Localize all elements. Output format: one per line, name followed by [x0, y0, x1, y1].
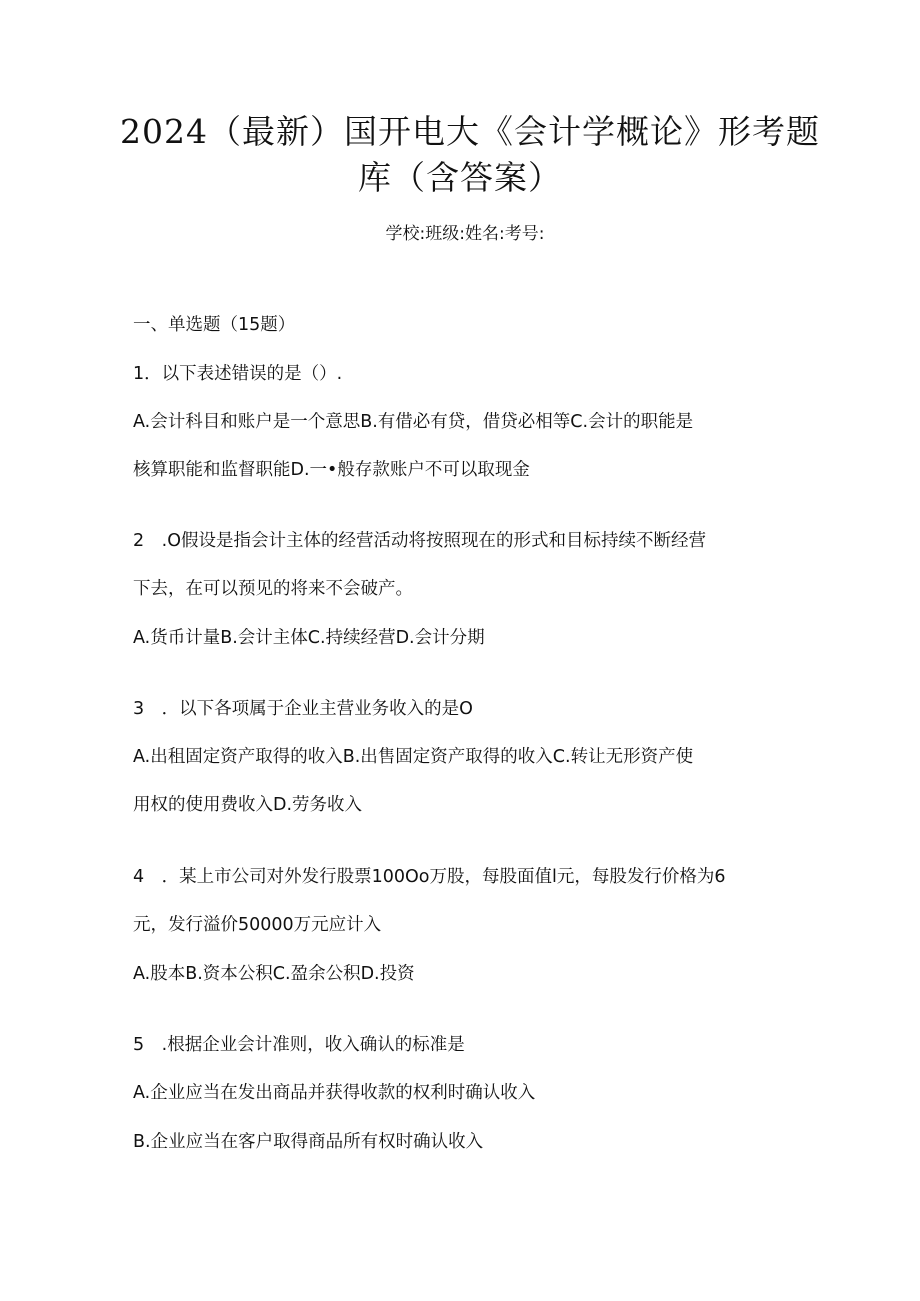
document-title-line-2: 库（含答案） [358, 158, 562, 197]
section-heading: 一、单选题（15题） [133, 315, 296, 335]
document-title-line-1: 2024（最新）国开电大《会计学概论》形考题 [120, 112, 820, 151]
question-5-option-a: A.企业应当在发出商品并获得收款的权利时确认收入 [133, 1083, 536, 1103]
question-3-stem: 3 ．以下各项属于企业主营业务收入的是O [133, 699, 473, 719]
question-3-options-line-2: 用权的使用费收入D.劳务收入 [133, 795, 363, 815]
question-2-options: A.货币计量B.会计主体C.持续经营D.会计分期 [133, 628, 485, 648]
student-info-line: 学校:班级:姓名:考号: [385, 224, 545, 244]
question-2-stem-line-1: 2 .O假设是指会计主体的经营活动将按照现在的形式和目标持续不断经营 [133, 531, 706, 551]
question-2-stem-line-2: 下去，在可以预见的将来不会破产。 [133, 579, 413, 599]
question-4-options: A.股本B.资本公积C.盈余公积D.投资 [133, 964, 415, 984]
question-1-options-line-1: A.会计科目和账户是一个意思B.有借必有贷，借贷必相等C.会计的职能是 [133, 412, 694, 432]
question-5-stem: 5 .根据企业会计准则，收入确认的标准是 [133, 1035, 465, 1055]
question-1-options-line-2: 核算职能和监督职能D.一•般存款账户不可以取现金 [133, 460, 530, 480]
question-4-stem-line-2: 元，发行溢价50000万元应计入 [133, 915, 382, 935]
question-1-stem: 1．以下表述错误的是（）. [133, 364, 343, 384]
question-5-option-b: B.企业应当在客户取得商品所有权时确认收入 [133, 1132, 484, 1152]
question-4-stem-line-1: 4 ．某上市公司对外发行股票100Oo万股，每股面值l元，每股发行价格为6 [133, 867, 726, 887]
question-3-options-line-1: A.出租固定资产取得的收入B.出售固定资产取得的收入C.转让无形资产使 [133, 747, 694, 767]
